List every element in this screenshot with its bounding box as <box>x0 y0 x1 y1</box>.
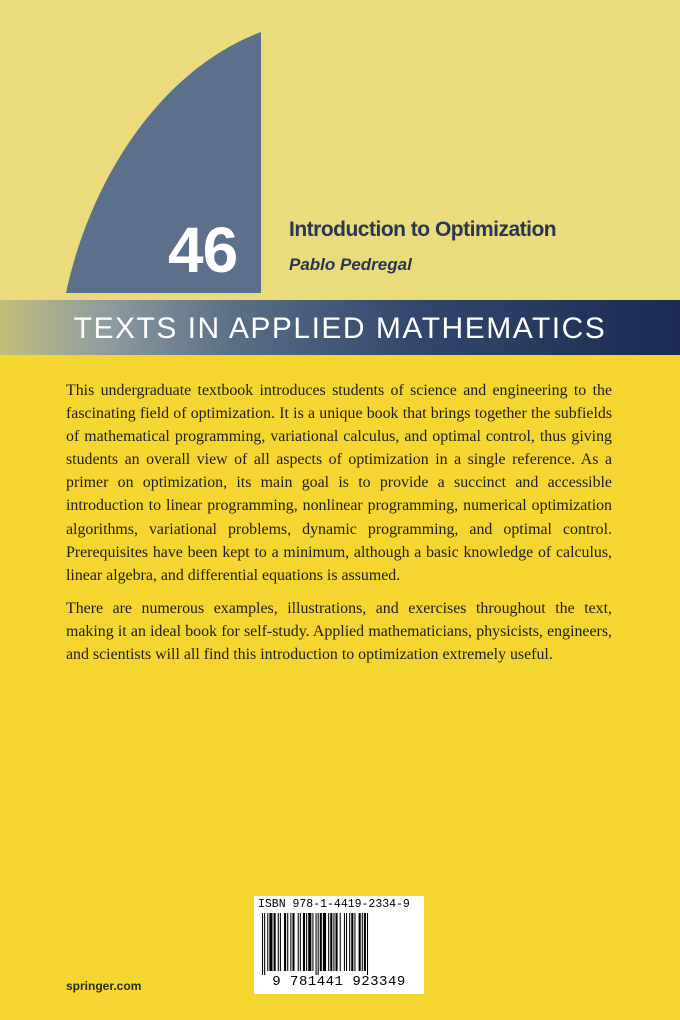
barcode-digits: 9 781441 923349 <box>272 974 406 990</box>
barcode-bar <box>312 913 313 971</box>
barcode-bar <box>287 913 288 971</box>
series-quarter-shape <box>0 0 300 300</box>
barcode-bar <box>262 913 263 975</box>
barcode-bar <box>264 913 265 975</box>
barcode-bar <box>280 913 281 971</box>
barcode-bar <box>284 913 286 971</box>
barcode-bar <box>278 913 279 971</box>
barcode-bar <box>328 913 329 971</box>
book-title: Introduction to Optimization <box>289 218 557 241</box>
barcode-bar <box>354 913 355 971</box>
barcode-bar <box>336 913 338 971</box>
barcode-bar <box>292 913 294 971</box>
barcode-bar <box>333 913 334 971</box>
barcode-bar <box>306 913 307 971</box>
barcode-bar <box>320 913 322 971</box>
barcode-bar <box>364 913 366 971</box>
barcode-bar <box>359 913 361 971</box>
barcode-bar <box>290 913 291 971</box>
barcode-bar <box>346 913 347 971</box>
blurb-paragraph-2: There are numerous examples, illustrations, and exercises throughout the text, making it an ideal book for self-study. Applied mathematicians, physicists, engineers, and scientists will all find this introduction to optimization extremely useful. <box>66 599 612 664</box>
isbn-label: ISBN 978-1-4419-2334-9 <box>258 898 410 911</box>
barcode-bar <box>349 913 350 971</box>
barcode-bars <box>262 913 414 975</box>
barcode-bar <box>367 913 368 975</box>
barcode-bar <box>318 913 319 975</box>
barcode-bar <box>362 913 363 971</box>
barcode-bar <box>340 913 341 971</box>
barcode-bar <box>303 913 305 971</box>
back-cover-blurb <box>66 379 612 676</box>
barcode-bar <box>344 913 345 971</box>
blurb-paragraph-1: This undergraduate textbook introduces students of science and engineering to the fascinating field of optimization. It is a unique book that brings together the subfields of mathematical programming, variational calculus, and optimal control, thus giving students an overall view of all aspects of optimization in a single reference. As a primer on optimization, its main goal is to provide a succinct and accessible introduction to linear programming, nonlinear programming, numerical optimization algorithms, variational problems, dynamic programming, and optimal control. Prerequisites have been kept to a minimum, although a basic knowledge of calculus, linear algebra, and differential equations is assumed. <box>66 382 612 584</box>
series-name: TEXTS IN APPLIED MATHEMATICS <box>73 312 607 345</box>
barcode-bar <box>269 913 272 971</box>
barcode-bar <box>274 913 276 971</box>
barcode-bar <box>300 913 301 971</box>
barcode-bar <box>267 913 268 971</box>
barcode-bar <box>330 913 332 971</box>
barcode-bar <box>351 913 353 971</box>
barcode-bar <box>308 913 311 971</box>
series-number: 46 <box>168 214 238 286</box>
barcode-bar <box>316 913 317 975</box>
author-name: Pablo Pedregal <box>289 255 412 274</box>
barcode-bar <box>298 913 299 971</box>
publisher-url: springer.com <box>66 979 142 993</box>
barcode-bar <box>323 913 326 971</box>
